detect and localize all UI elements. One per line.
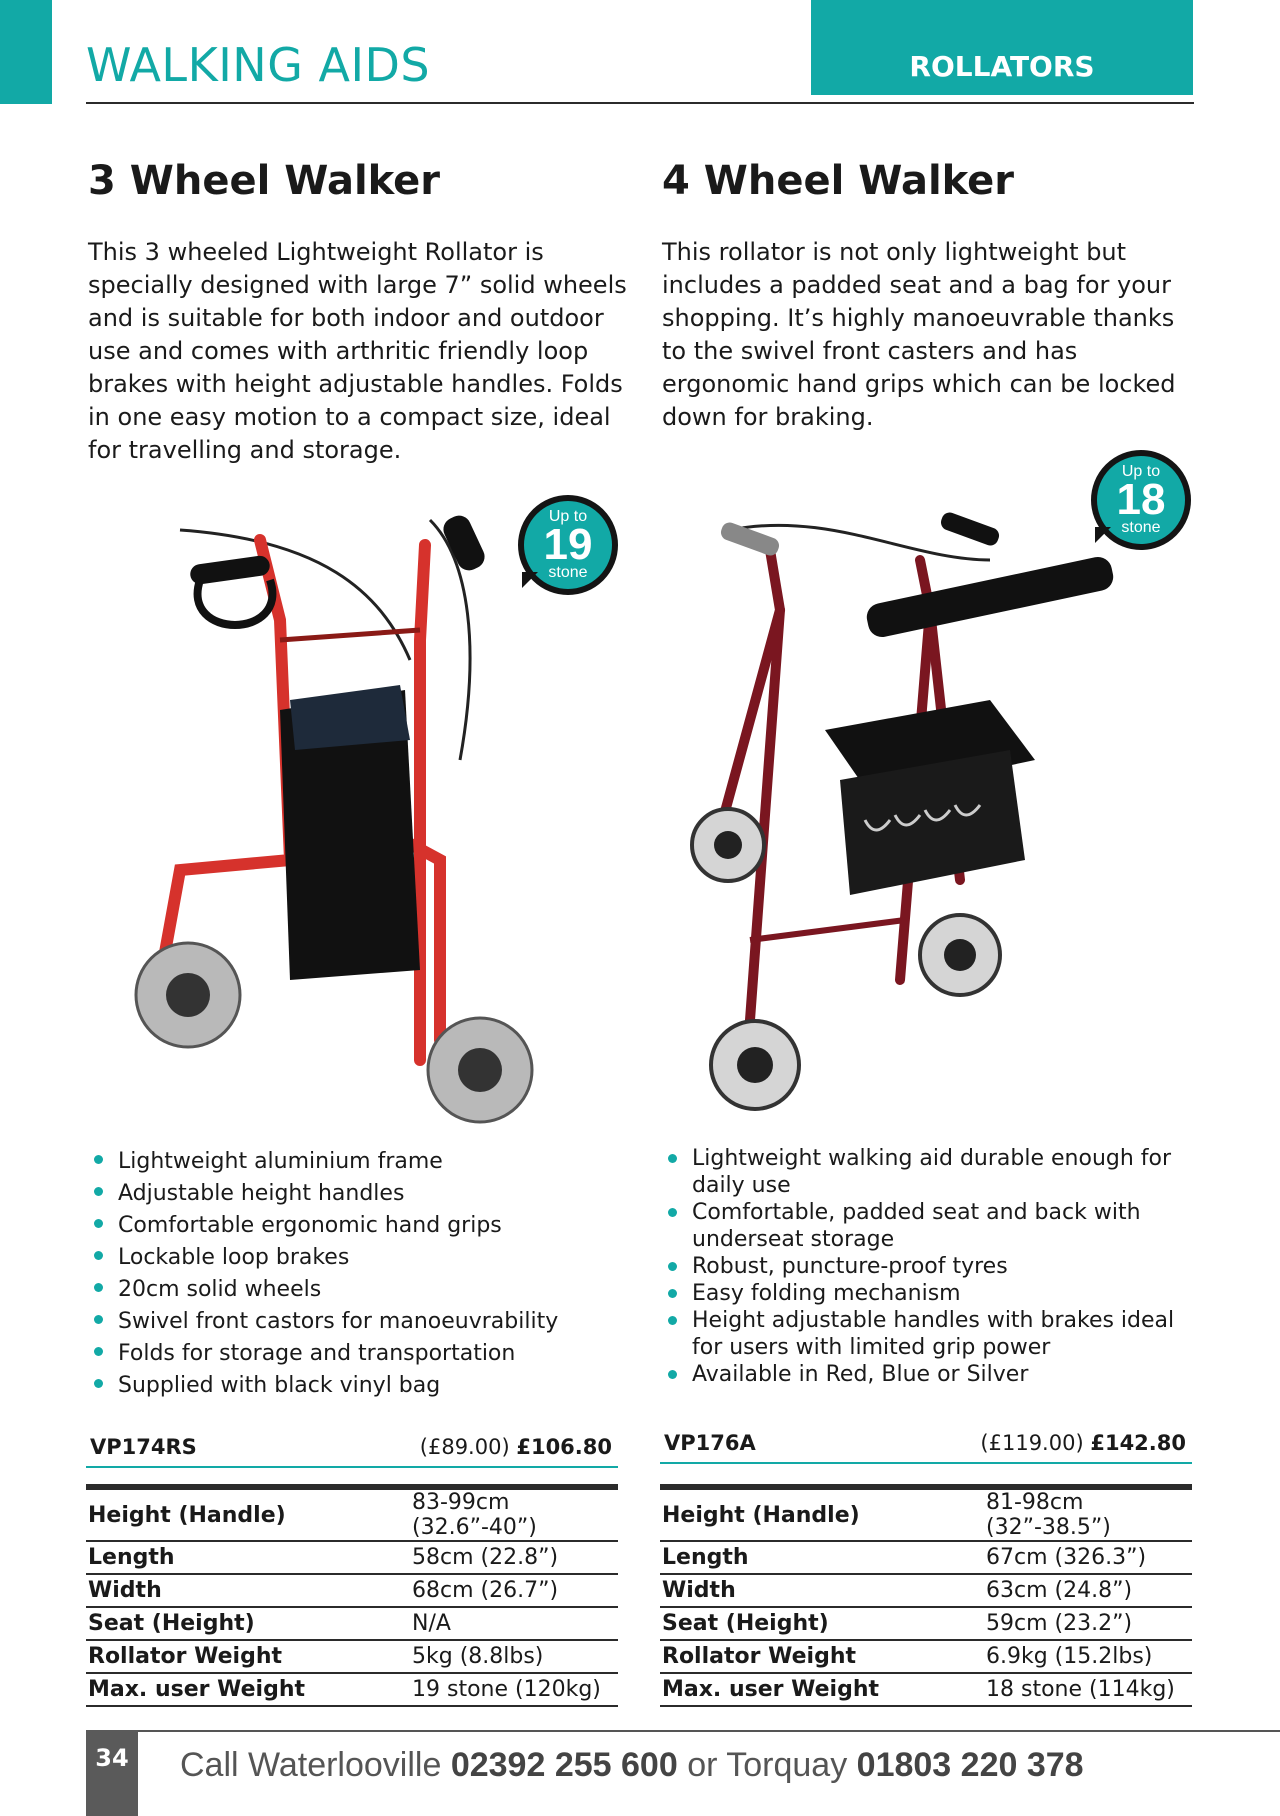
spec-row [660, 1640, 1192, 1673]
spec-label: Height (Handle) [86, 1487, 410, 1541]
badge-tail [1095, 527, 1111, 543]
product-title-3-wheel: 3 Wheel Walker [88, 158, 441, 204]
feature-item: Easy folding mechanism [662, 1280, 1192, 1307]
spec-label: Seat (Height) [86, 1607, 410, 1640]
product-code: VP176A [664, 1431, 756, 1455]
spec-value: 63cm (24.8”) [984, 1574, 1192, 1607]
spec-label: Rollator Weight [86, 1640, 410, 1673]
spec-value: 83-99cm (32.6”-40”) [410, 1487, 618, 1541]
features-list-3-wheel [88, 1146, 628, 1402]
spec-value: 59cm (23.2”) [984, 1607, 1192, 1640]
call-text: Call Waterlooville [180, 1746, 442, 1784]
spec-value: 5kg (8.8lbs) [410, 1640, 618, 1673]
product-description-4-wheel: This rollator is not only lightweight but includes a padded seat and a bag for your shopping. It’s highly manoeuvrable thanks to the swivel front casters and has ergonomic hand grips which can be locked down for braking. [662, 238, 1176, 431]
page-number [86, 1730, 138, 1816]
product-code-row-3-wheel [86, 1432, 618, 1468]
footer-divider [86, 1730, 1280, 1732]
or-text: or Torquay [687, 1746, 848, 1784]
feature-item: Supplied with black vinyl bag [88, 1370, 628, 1402]
badge-unit: stone [548, 564, 588, 581]
feature-item: 20cm solid wheels [88, 1274, 628, 1306]
badge-up-to: Up to [1121, 463, 1161, 480]
spec-row [86, 1607, 618, 1640]
spec-value: 81-98cm (32”-38.5”) [984, 1487, 1192, 1541]
phone-torquay[interactable]: 01803 220 378 [856, 1746, 1084, 1784]
price [980, 1431, 1186, 1455]
spec-label: Rollator Weight [660, 1640, 984, 1673]
feature-item: Robust, puncture-proof tyres [662, 1253, 1192, 1280]
spec-value: 19 stone (120kg) [410, 1673, 618, 1706]
product-code: VP174RS [90, 1435, 197, 1459]
phone-waterlooville[interactable]: 02392 255 600 [450, 1746, 678, 1784]
spec-row [660, 1673, 1192, 1706]
feature-item: Lockable loop brakes [88, 1242, 628, 1274]
spec-row [660, 1487, 1192, 1541]
feature-item: Adjustable height handles [88, 1178, 628, 1210]
spec-label: Max. user Weight [660, 1673, 984, 1706]
four-wheel-walker-image [690, 500, 1150, 1140]
spec-row [86, 1541, 618, 1574]
corner-tab [0, 0, 52, 104]
product-code-row-4-wheel [660, 1428, 1192, 1464]
badge-up-to: Up to [548, 508, 588, 525]
spec-row [660, 1607, 1192, 1640]
badge-number: 19 [543, 520, 593, 569]
spec-label: Width [86, 1574, 410, 1607]
badge-number: 18 [1116, 475, 1166, 524]
feature-item: Available in Red, Blue or Silver [662, 1361, 1192, 1388]
features-list-4-wheel [662, 1145, 1192, 1388]
price-inc-vat: £142.80 [1090, 1431, 1186, 1455]
spec-row [86, 1487, 618, 1541]
price-ex-vat: (£89.00) [419, 1435, 510, 1459]
spec-label: Height (Handle) [660, 1487, 984, 1541]
page-number-label: 34 [95, 1744, 129, 1772]
product-description-3-wheel: This 3 wheeled Lightweight Rollator is specially designed with large 7” solid wheels and is suitable for both indoor and outdoor use and comes with arthritic friendly loop brakes with height adjustable handles. Folds in one easy motion to a compact size, ideal for travelling and storage. [88, 238, 627, 464]
price [420, 1435, 612, 1459]
spec-label: Width [660, 1574, 984, 1607]
spec-value: 18 stone (114kg) [984, 1673, 1192, 1706]
spec-row [86, 1640, 618, 1673]
badge-unit: stone [1121, 519, 1161, 536]
spec-table-3-wheel [86, 1484, 618, 1707]
spec-table-4-wheel [660, 1484, 1192, 1707]
feature-item: Swivel front castors for manoeuvrability [88, 1306, 628, 1338]
spec-row [86, 1673, 618, 1706]
feature-item: Folds for storage and transportation [88, 1338, 628, 1370]
spec-value: 68cm (26.7”) [410, 1574, 618, 1607]
spec-row [660, 1574, 1192, 1607]
price-inc-vat: £106.80 [516, 1435, 612, 1459]
feature-item: Height adjustable handles with brakes ideal for users with limited grip power [662, 1307, 1192, 1361]
spec-label: Length [660, 1541, 984, 1574]
spec-label: Length [86, 1541, 410, 1574]
section-title: WALKING AIDS [86, 38, 431, 92]
price-ex-vat: (£119.00) [980, 1431, 1084, 1455]
spec-label: Max. user Weight [86, 1673, 410, 1706]
feature-item: Comfortable, padded seat and back with underseat storage [662, 1199, 1192, 1253]
feature-item: Lightweight walking aid durable enough for daily use [662, 1145, 1192, 1199]
header-divider [86, 102, 1194, 104]
spec-value: 6.9kg (15.2lbs) [984, 1640, 1192, 1673]
spec-value: 67cm (326.3”) [984, 1541, 1192, 1574]
spec-label: Seat (Height) [660, 1607, 984, 1640]
category-tab [811, 0, 1193, 95]
category-label: ROLLATORS [909, 50, 1095, 83]
product-title-4-wheel: 4 Wheel Walker [662, 158, 1015, 204]
badge-tail [522, 572, 538, 588]
feature-item: Comfortable ergonomic hand grips [88, 1210, 628, 1242]
footer-contact [180, 1746, 1084, 1785]
spec-value: 58cm (22.8”) [410, 1541, 618, 1574]
spec-row [660, 1541, 1192, 1574]
three-wheel-walker-image [120, 500, 540, 1140]
spec-row [86, 1574, 618, 1607]
spec-value: N/A [410, 1607, 618, 1640]
feature-item: Lightweight aluminium frame [88, 1146, 628, 1178]
